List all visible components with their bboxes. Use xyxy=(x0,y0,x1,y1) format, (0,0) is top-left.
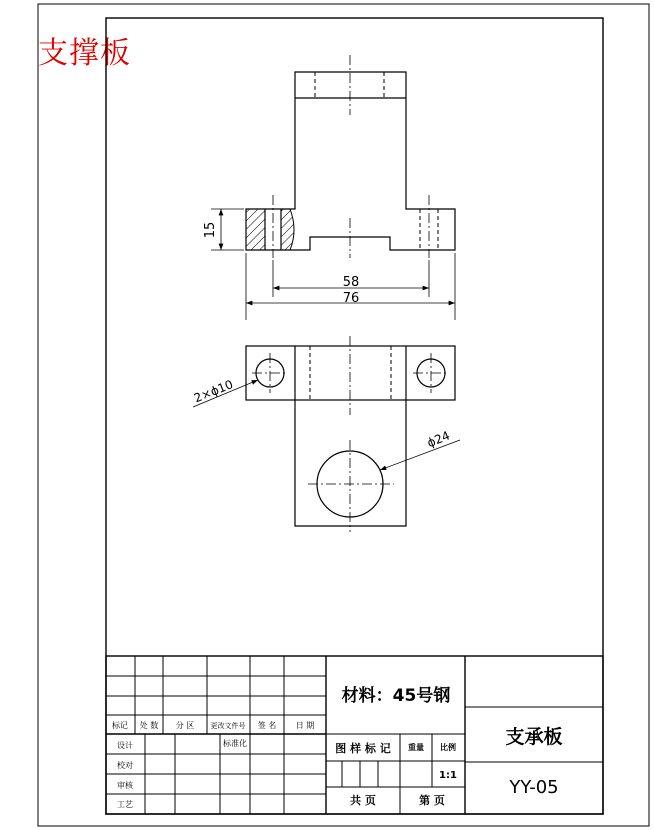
section-hatch-left xyxy=(246,209,265,250)
sign-row-process: 工艺 xyxy=(117,800,133,809)
material-label: 材料：45号钢 xyxy=(341,686,451,706)
scale-value: 1:1 xyxy=(439,770,457,781)
drawing-number: YY-05 xyxy=(509,777,559,798)
rev-header-date: 日 期 xyxy=(295,721,315,730)
rev-header-count: 处 数 xyxy=(139,721,159,730)
sign-row-design: 设计 xyxy=(117,741,133,750)
stage-marks-label: 图 样 标 记 xyxy=(335,742,391,755)
rev-header-docno: 更改文件号 xyxy=(210,722,246,730)
hole-large-label: ϕ24 xyxy=(425,428,452,451)
drawing-title: 支撑板 xyxy=(38,36,131,71)
rev-header-mark: 标记 xyxy=(112,721,128,730)
sign-row-check: 校对 xyxy=(117,761,133,770)
dim-height-label: 15 xyxy=(203,221,218,239)
dim-outer-width-label: 76 xyxy=(342,291,360,306)
part-name: 支承板 xyxy=(505,726,563,748)
rev-header-sign: 签 名 xyxy=(257,721,277,730)
dim-inner-width-label: 58 xyxy=(342,275,360,290)
weight-label: 重量 xyxy=(408,743,424,752)
front-outline xyxy=(246,72,455,250)
standardize-label: 标准化 xyxy=(223,739,247,748)
sheet-number-label: 第 页 xyxy=(419,794,445,807)
rev-header-zone: 分 区 xyxy=(175,721,195,730)
hole-small-label: 2×ϕ10 xyxy=(191,377,236,406)
ratio-label: 比例 xyxy=(440,743,456,752)
front-view xyxy=(246,55,455,258)
total-sheets-label: 共 页 xyxy=(350,794,376,807)
top-view xyxy=(193,336,460,532)
sign-row-review: 审核 xyxy=(117,781,133,790)
